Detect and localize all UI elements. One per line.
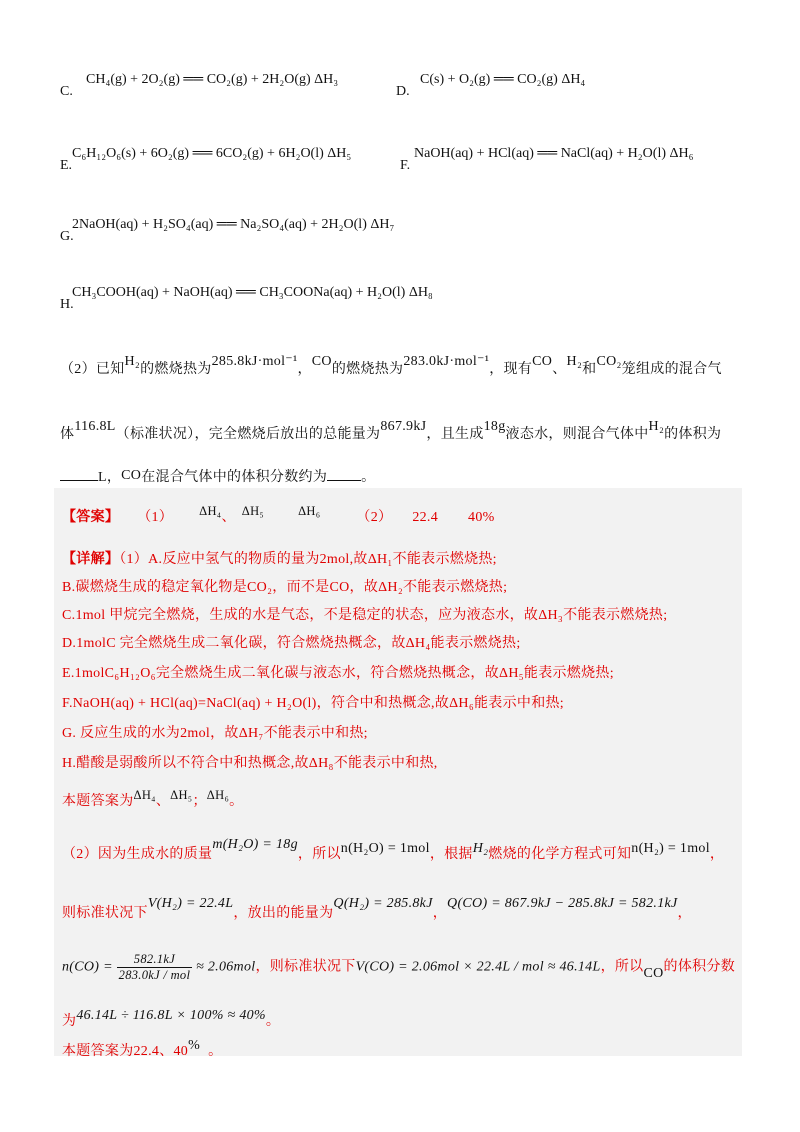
calc-line-4: 为46.14L ÷ 116.8L × 100% ≈ 40%。: [62, 1008, 281, 1029]
question-2-line-2: 体116.8L（标准状况），完全燃烧后放出的总能量为867.9kJ，且生成18g液态水，则混合气体中H₂的体积为: [60, 419, 722, 442]
option-f-label: F.: [400, 158, 411, 173]
option-e-equation: C₆H₁₂O₆(s) + 6O₂(g) ══ 6CO₂(g) + 6H₂O(l) ΔH₅: [72, 146, 352, 161]
option-e-label: E.: [60, 158, 73, 173]
calc-line-2: 则标准状况下V(H₂) = 22.4L，放出的能量为Q(H₂) = 285.8kJ，Q(CO) = 867.9kJ − 285.8kJ = 582.1kJ，: [62, 896, 692, 921]
fraction: $\frac{582.1kJ}{\text{283.0kJ / mol}}$: [118, 952, 191, 982]
final-answer-line: 本题答案为22.4、40% 。: [62, 1038, 223, 1059]
option-c-equation: CH₄(g) + 2O₂(g) ══ CO₂(g) + 2H₂O(g) ΔH₃: [86, 72, 339, 87]
option-g-label: G.: [60, 229, 74, 244]
question-2-line-1: （2）已知H₂的燃烧热为285.8kJ·mol⁻¹，CO的燃烧热为283.0kJ·mol⁻¹，现有CO、H₂和CO₂笼组成的混合气: [60, 354, 722, 377]
detail-line-4: D.1molC 完全燃烧生成二氧化碳，符合燃烧热概念，故ΔH₄能表示燃烧热;: [62, 636, 521, 651]
option-h-label: H.: [60, 297, 74, 312]
calc-line-1: （2）因为生成水的质量m(H₂O) = 18g，所以n(H₂O) = 1mol，根据H₂燃烧的化学方程式可知n(H₂) = 1mol，: [62, 837, 725, 862]
option-c-label: C.: [60, 84, 73, 99]
question-2-line-3: L，CO在混合气体中的体积分数约为 。: [60, 466, 375, 486]
answer-blank-1[interactable]: [60, 468, 98, 481]
answer-blank-2[interactable]: [327, 468, 361, 481]
option-d-equation: C(s) + O₂(g) ══ CO₂(g) ΔH₄: [420, 72, 586, 87]
detail-line-3: C.1mol 甲烷完全燃烧，生成的水是气态，不是稳定的状态，应为液态水，故ΔH₃不能表示燃烧热;: [62, 608, 668, 623]
detail-line-9: 本题答案为ΔH₄、ΔH₅；ΔH₆。: [62, 788, 244, 809]
detail-line-5: E.1molC₆H₁₂O₆完全燃烧生成二氧化碳与液态水，符合燃烧热概念，故ΔH₅能表示燃烧热;: [62, 666, 614, 681]
detail-line-1: 【详解】（1）A.反应中氢气的物质的量为2mol,故ΔH₁不能表示燃烧热;: [62, 552, 497, 567]
detail-line-8: H.醋酸是弱酸所以不符合中和热概念,故ΔH₈不能表示中和热,: [62, 756, 438, 771]
answer-line: 【答案】 （1） ΔH₄、 ΔH₅ ΔH₆ （2） 22.4 40%: [62, 504, 495, 525]
option-h-equation: CH₃COOH(aq) + NaOH(aq) ══ CH₃COONa(aq) + H₂O(l) ΔH₈: [72, 285, 433, 300]
option-g-equation: 2NaOH(aq) + H₂SO₄(aq) ══ Na₂SO₄(aq) + 2H₂O(l) ΔH₇: [72, 217, 395, 232]
calc-line-3: n(CO) = $\frac{582.1kJ}{\text{283.0kJ / mol}}$ ≈ 2.06mol，则标准状况下V(CO) = 2.06mol × 22.4L / mol ≈ 46.14L，所以CO的体积分数: [62, 952, 736, 982]
detail-line-6: F.NaOH(aq) + HCl(aq)=NaCl(aq) + H₂O(l)，符合中和热概念,故ΔH₆能表示中和热;: [62, 696, 564, 711]
detail-line-2: B.碳燃烧生成的稳定氧化物是CO₂，而不是CO，故ΔH₂不能表示燃烧热;: [62, 580, 508, 595]
option-f-equation: NaOH(aq) + HCl(aq) ══ NaCl(aq) + H₂O(l) ΔH₆: [414, 146, 694, 161]
detail-line-7: G. 反应生成的水为2mol，故ΔH₇不能表示中和热;: [62, 726, 368, 741]
option-d-label: D.: [396, 84, 410, 99]
